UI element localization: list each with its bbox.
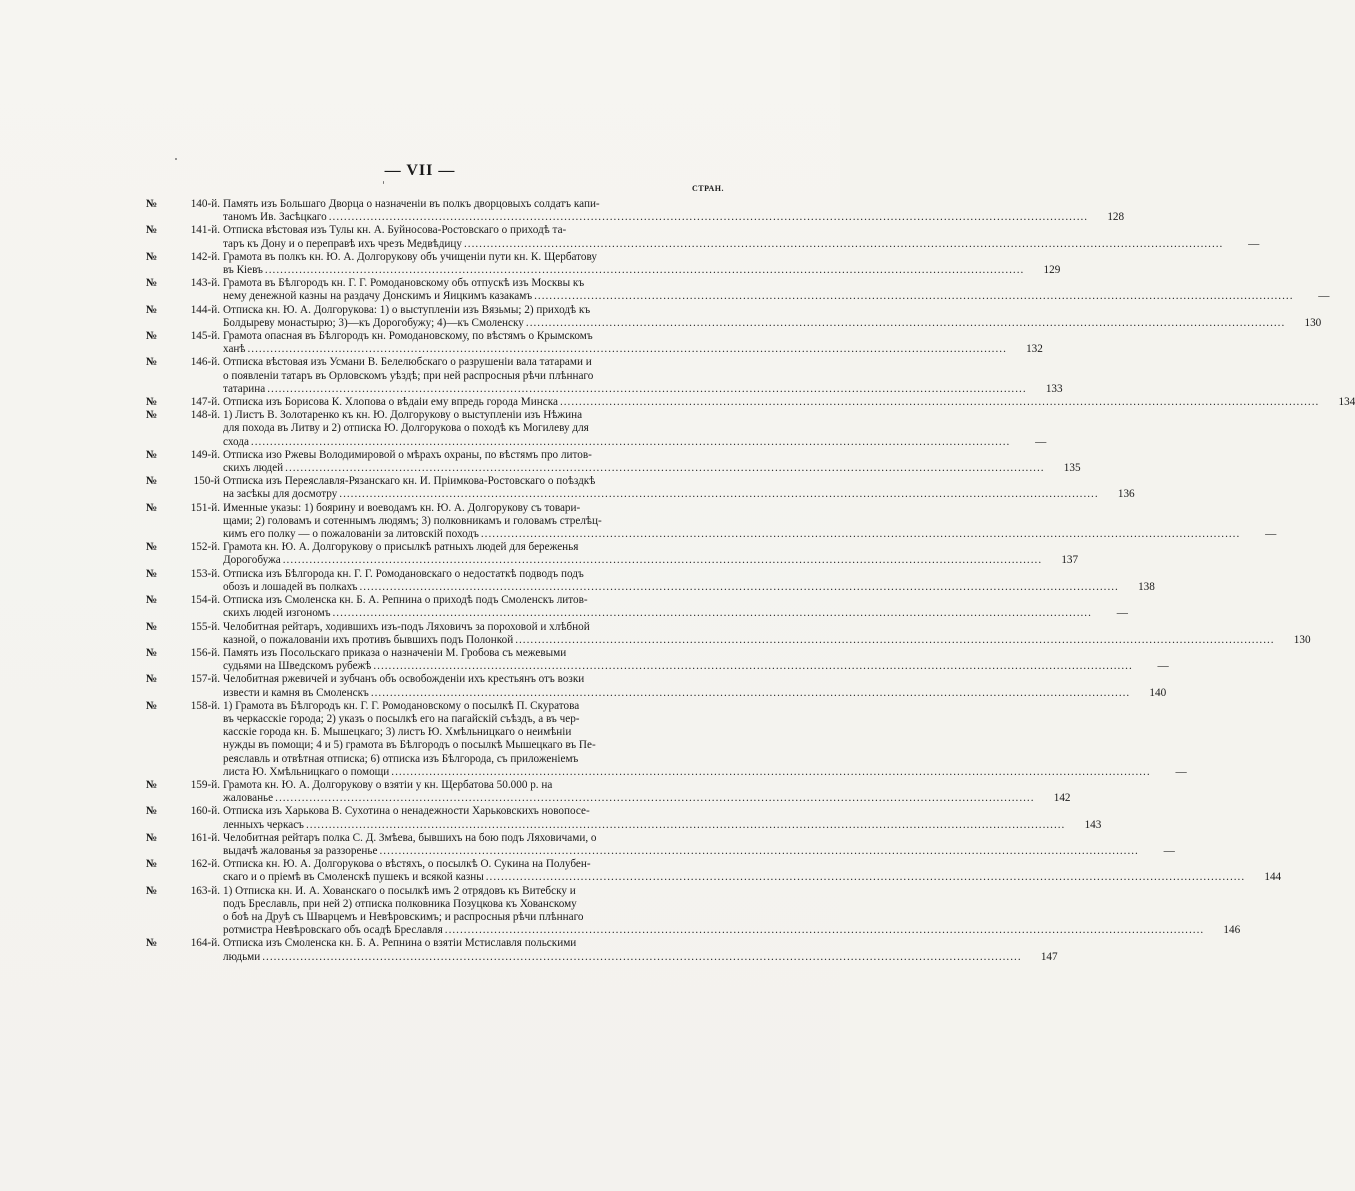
page-column-label: СТРАН. (692, 184, 724, 193)
entry-title-line: о появленіи татаръ въ Орловскомъ уѣздѣ; при ней распросныя рѣчи плѣннаго (223, 369, 594, 382)
leader-dots: ........................................................................................................................................................................................................ (559, 396, 1320, 409)
entry-number-sign: № (146, 805, 158, 818)
entry-number-sign: № (146, 646, 158, 659)
leader-dots: ........................................................................................................................................................................................................ (534, 290, 1294, 303)
entry-title-line: Отписка изо Ржевы Володимировой о мѣрахъ охраны, по вѣстямъ про литов- (223, 448, 592, 461)
entry-title (223, 700, 1153, 779)
entry-page-ref: 140 (1149, 686, 1167, 699)
entry-title-line: Челобитная рейтаръ, ходившихъ изъ-подъ Ляховичъ за пороховой и хлѣбной (223, 620, 590, 633)
entry-number-sign: № (146, 277, 158, 290)
entry-title (223, 647, 1135, 673)
toc-entry (146, 330, 1043, 356)
entry-number: 159-й. (190, 778, 220, 791)
entry-title-line: извести и камня въ Смоленскъ (223, 686, 369, 699)
entry-title-last-line (223, 211, 1090, 224)
entry-page-ref: 135 (1063, 462, 1081, 475)
entry-title-line: обозъ и лошадей въ полкахъ (223, 580, 358, 593)
entry-title (223, 356, 1029, 396)
toc-entry (146, 501, 1277, 542)
toc-entry (146, 396, 1355, 409)
entry-title-line: Челобитная рейтаръ полка С. Д. Змѣева, бывшихъ на бою подъ Ляховичами, о (223, 831, 597, 844)
entry-title (223, 251, 1026, 277)
toc-entry (146, 673, 1167, 699)
toc-entry (146, 303, 1322, 330)
leader-dots: ........................................................................................................................................................................................................ (332, 607, 1092, 620)
entry-number-sign: № (146, 303, 158, 316)
entry-number-sign: № (146, 409, 158, 422)
entry-title-line: судьями на Шведскомъ рубежѣ (223, 660, 372, 673)
entry-title-line: скихъ людей изгономъ (223, 607, 331, 620)
entry-title-line: Отписка изъ Смоленска кн. Б. А. Репнина о взятіи Мстиславля польскими (223, 937, 577, 950)
entry-title-last-line (223, 951, 1024, 964)
entry-title-last-line (223, 634, 1277, 647)
toc-entry (146, 541, 1079, 567)
entry-title-last-line (223, 554, 1044, 567)
leader-dots: ........................................................................................................................................................................................................ (305, 818, 1066, 831)
entry-title-last-line (223, 871, 1247, 884)
toc-entry (146, 594, 1128, 620)
entry-number-sign: № (146, 858, 158, 871)
entry-title-last-line (223, 607, 1094, 620)
entry-title (223, 858, 1247, 884)
entry-title (223, 330, 1009, 356)
entry-page-ref: 142 (1053, 792, 1071, 805)
entry-number: 153-й. (190, 567, 220, 580)
toc-entry (146, 409, 1047, 449)
entry-number: 164-й. (190, 937, 220, 950)
entry-title-line: Память изъ Посольскаго приказа о назначеніи М. Гробова съ межевыми (223, 646, 567, 659)
entry-title-line: Отписка кн. Ю. А. Долгорукова: 1) о выступленіи изъ Вязьмы; 2) приходѣ къ (223, 303, 591, 316)
entry-title-line: Грамота кн. Ю. А. Долгорукову о взятіи у кн. Щербатова 50.000 р. на (223, 778, 553, 791)
leader-dots: ........................................................................................................................................................................................................ (485, 871, 1246, 884)
entry-title-last-line (223, 924, 1206, 937)
entry-title-last-line (223, 383, 1029, 396)
table-of-contents (146, 198, 1355, 964)
entry-title (223, 409, 1012, 449)
entry-page-ref: — (1265, 528, 1277, 541)
entry-number-sign: № (146, 594, 158, 607)
entry-title-line: Отписка вѣстовая изъ Усмани В. Белелюбскаго о разрушеніи вала татарами и (223, 356, 592, 369)
entry-number-sign: № (146, 250, 158, 263)
entry-page-ref: 136 (1117, 488, 1135, 501)
entry-title-line: щами; 2) головамъ и сотеннымъ людямъ; 3) полковникамъ и головамъ стрелѣц- (223, 514, 602, 527)
entry-number-sign: № (146, 501, 158, 514)
entry-title (223, 277, 1295, 303)
entry-title-last-line (223, 581, 1121, 594)
entry-title-last-line (223, 238, 1225, 251)
entry-page-ref: 130 (1293, 633, 1311, 646)
leader-dots: ........................................................................................................................................................................................................ (250, 435, 1011, 448)
leader-dots: ........................................................................................................................................................................................................ (262, 950, 1022, 963)
entry-title-last-line (223, 488, 1101, 501)
entry-title-last-line (223, 436, 1012, 449)
entry-number: 154-й. (190, 594, 220, 607)
entry-title-line: Отписка изъ Борисова К. Хлопова о вѣдаіи ему впредь города Минска (223, 396, 558, 409)
entry-title-line: Грамота опасная въ Бѣлгородъ кн. Ромодановскому, по вѣстямъ о Крымскомъ (223, 330, 593, 343)
entry-number: 152-й. (190, 541, 220, 554)
entry-title-line: на засѣкы для досмотру (223, 488, 338, 501)
entry-title (223, 673, 1132, 699)
entry-number: 151-й. (190, 501, 220, 514)
entry-title-line: о боѣ на Друѣ съ Шварцемъ и Невѣровскимъ; и распросныя рѣчи плѣннаго (223, 910, 584, 923)
entry-number: 163-й. (190, 884, 220, 897)
entry-title-last-line (223, 528, 1242, 541)
entry-number-sign: № (146, 831, 158, 844)
entry-title-line: схода (223, 435, 249, 448)
entry-title-last-line (223, 792, 1037, 805)
entry-title (223, 449, 1047, 475)
entry-title-line: нужды въ помощи; 4 и 5) грамота въ Бѣлгородъ о посылкѣ Мышецкаго въ Пе- (223, 739, 596, 752)
toc-entry (146, 831, 1175, 858)
entry-title-line: Грамота въ полкъ кн. Ю. А. Долгорукову объ учищеніи пути кн. К. Щербатову (223, 250, 598, 263)
entry-title (223, 198, 1090, 224)
entry-number-sign: № (146, 567, 158, 580)
entry-title (223, 805, 1067, 831)
entry-page-ref: 147 (1040, 950, 1058, 963)
toc-entry (146, 567, 1155, 594)
entry-number: 156-й. (190, 646, 220, 659)
entry-title-line: подъ Бреславль, при ней 2) отписка полковника Позуцкова къ Хованскому (223, 897, 577, 910)
entry-title-line: кимъ его полку — о пожалованіи за литовскій походъ (223, 528, 479, 541)
entry-number: 144-й. (190, 303, 220, 316)
entry-number: 161-й. (190, 831, 220, 844)
toc-entry (146, 778, 1071, 805)
leader-dots: ........................................................................................................................................................................................................ (370, 686, 1131, 699)
leader-dots: ........................................................................................................................................................................................................ (267, 382, 1027, 395)
entry-number-sign: № (146, 448, 158, 461)
toc-entry (146, 198, 1125, 224)
entry-title-line: таръ къ Дону и о переправѣ ихъ чрезъ Медвѣдицу (223, 237, 462, 250)
entry-title-line: Отписка изъ Бѣлгорода кн. Г. Г. Ромодановскаго о недостаткѣ подводъ подъ (223, 567, 584, 580)
entry-number-sign: № (146, 224, 158, 237)
entry-title-line: ротмистра Невѣровскаго объ осадѣ Бреславля (223, 924, 443, 937)
toc-entry (146, 805, 1102, 831)
entry-page-ref: 146 (1223, 924, 1241, 937)
entry-page-ref: — (1248, 237, 1260, 250)
toc-entry (146, 646, 1169, 673)
entry-page-ref: 138 (1138, 580, 1155, 593)
entry-title-line: Отписка изъ Харькова В. Сухотина о ненадежности Харьковскихъ новопосе- (223, 805, 590, 818)
entry-title (223, 224, 1225, 250)
entry-number-sign: № (146, 198, 158, 210)
entry-title (223, 885, 1206, 938)
entry-title-line: листа Ю. Хмѣльницкаго о помощи (223, 765, 390, 778)
entry-title-line: въ Кіевъ (223, 264, 263, 277)
entry-number-sign: № (146, 884, 158, 897)
toc-entry (146, 475, 1135, 501)
leader-dots: ........................................................................................................................................................................................................ (264, 264, 1025, 277)
leader-dots: ........................................................................................................................................................................................................ (525, 316, 1286, 329)
entry-number: 146-й. (190, 356, 220, 369)
leader-dots: ........................................................................................................................................................................................................ (339, 488, 1099, 501)
entry-title-line: Челобитная ржевичей и зубчанъ объ освобожденіи ихъ крестьянъ отъ возки (223, 673, 585, 686)
speck (175, 158, 177, 160)
entry-number-sign: № (146, 620, 158, 633)
entry-title-last-line (223, 766, 1153, 779)
entry-title-line: таномъ Ив. Засѣцкаго (223, 211, 327, 224)
leader-dots: ........................................................................................................................................................................................................ (282, 554, 1043, 567)
entry-title-last-line (223, 819, 1067, 832)
page-number: — VII — (384, 162, 456, 179)
entry-title-line: Болдыреву монастырю; 3)—къ Дорогобужу; 4)—къ Смоленску (223, 316, 524, 329)
entry-title (223, 475, 1101, 501)
entry-number-sign: № (146, 778, 158, 791)
entry-page-ref: 144 (1264, 871, 1282, 884)
entry-title-last-line (223, 396, 1321, 409)
entry-title-line: жалованье (223, 792, 274, 805)
entry-page-ref: 130 (1304, 316, 1322, 329)
entry-number: 149-й. (190, 448, 220, 461)
entry-number: 160-й. (190, 805, 220, 818)
entry-title (223, 621, 1277, 647)
toc-entry (146, 699, 1187, 779)
entry-title-line: татарина (223, 382, 266, 395)
entry-title (223, 832, 1141, 858)
entry-number: 142-й. (190, 250, 220, 263)
entry-number: 147-й. (190, 396, 220, 409)
entry-title-line: Именные указы: 1) боярину и воеводамъ кн. Ю. А. Долгорукову съ товари- (223, 501, 581, 514)
entry-title (223, 568, 1121, 594)
entry-title-line: 1) Листъ В. Золотаренко къ кн. Ю. Долгорукову о выступленіи изъ Нѣжина (223, 409, 583, 422)
leader-dots: ........................................................................................................................................................................................................ (391, 765, 1151, 778)
entry-title-line: Отписка вѣстовая изъ Тулы кн. А. Буйносова-Ростовскаго о приходѣ та- (223, 224, 567, 237)
entry-title-line: людьми (223, 950, 261, 963)
entry-page-ref: — (1163, 844, 1175, 857)
leader-dots: ........................................................................................................................................................................................................ (463, 237, 1224, 250)
leader-dots: ........................................................................................................................................................................................................ (275, 792, 1035, 805)
entry-title-line: Отписка кн. Ю. А. Долгорукова о вѣстяхъ, о посылкѣ О. Сукина на Полубен- (223, 858, 591, 871)
entry-title-last-line (223, 687, 1132, 700)
entry-title-line: въ черкасскіе города; 2) указъ о посылкѣ его на пагайскій съѣздъ, а въ чер- (223, 712, 580, 725)
entry-title (223, 396, 1321, 409)
entry-title-last-line (223, 845, 1141, 858)
toc-entry (146, 250, 1061, 277)
entry-title-line: 1) Отписка кн. И. А. Хованскаго о посылкѣ имъ 2 отрядовъ къ Витебску и (223, 884, 576, 897)
entry-page-ref: 132 (1026, 343, 1043, 356)
entry-page-ref: 129 (1043, 264, 1061, 277)
leader-dots: ........................................................................................................................................................................................................ (285, 462, 1045, 475)
entry-title-line: Память изъ Большаго Дворца о назначеніи въ полкъ дворцовыхъ солдатъ капи- (223, 198, 600, 210)
leader-dots: ........................................................................................................................................................................................................ (515, 633, 1275, 646)
entry-page-ref: 134 (1338, 396, 1355, 409)
entry-title-line: касскіе города кн. Б. Мышецкаго; 3) листъ Ю. Хмѣльницкаго о неимѣніи (223, 726, 572, 739)
entry-title-line: скихъ людей (223, 462, 284, 475)
entry-title-line: для похода въ Литву и 2) отписка Ю. Долгорукова о походѣ къ Могилеву для (223, 422, 589, 435)
entry-page-ref: — (1157, 660, 1169, 673)
entry-title-last-line (223, 660, 1135, 673)
leader-dots: ........................................................................................................................................................................................................ (373, 660, 1133, 673)
entry-number-sign: № (146, 937, 158, 950)
toc-entry (146, 858, 1282, 884)
toc-entry (146, 356, 1063, 396)
entry-number-sign: № (146, 330, 158, 343)
entry-page-ref: 143 (1084, 818, 1102, 831)
entry-page-ref: 128 (1107, 211, 1125, 224)
speck (383, 181, 384, 184)
toc-entry (146, 224, 1260, 250)
toc-entry (146, 277, 1330, 303)
entry-number-sign: № (146, 475, 158, 488)
entry-title-last-line (223, 462, 1047, 475)
entry-title-last-line (223, 264, 1026, 277)
leader-dots: ........................................................................................................................................................................................................ (247, 343, 1007, 356)
entry-number: 140-й. (190, 198, 220, 210)
leader-dots: ........................................................................................................................................................................................................ (444, 924, 1205, 937)
toc-entry (146, 884, 1241, 938)
entry-title-line: реяславль и отвѣтная отписка; 6) отписка изъ Бѣлгорода, съ приложеніемъ (223, 752, 579, 765)
entry-page-ref: — (1318, 290, 1330, 303)
entry-number-sign: № (146, 673, 158, 686)
entry-title (223, 541, 1044, 567)
leader-dots: ........................................................................................................................................................................................................ (359, 580, 1119, 593)
entry-title (223, 502, 1242, 542)
entry-title-last-line (223, 290, 1295, 303)
entry-page-ref: — (1035, 435, 1047, 448)
entry-number: 158-й. (190, 699, 220, 712)
entry-title-last-line (223, 343, 1009, 356)
entry-page-ref: — (1175, 765, 1187, 778)
entry-title-line: 1) Грамота въ Бѣлгородъ кн. Г. Г. Ромодановскому о посылкѣ П. Скуратова (223, 699, 580, 712)
entry-page-ref: 137 (1061, 554, 1079, 567)
entry-number: 162-й. (190, 858, 220, 871)
entry-number-sign: № (146, 541, 158, 554)
entry-title-line: ленныхъ черкасъ (223, 818, 304, 831)
entry-title-line: Отписка изъ Смоленска кн. Б. А. Репнина о приходѣ подъ Смоленскъ литов- (223, 594, 588, 607)
entry-number-sign: № (146, 699, 158, 712)
entry-number: 155-й. (190, 620, 220, 633)
entry-title (223, 304, 1287, 330)
entry-title-line: Отписка изъ Переяславля-Рязанскаго кн. И. Пріимкова-Ростовскаго о поѣздкѣ (223, 475, 596, 488)
entry-title-line: ханѣ (223, 343, 246, 356)
entry-title (223, 779, 1037, 805)
toc-entry (146, 448, 1081, 475)
toc-entry (146, 620, 1311, 647)
entry-title-line: выдачѣ жалованья за раззоренье (223, 844, 378, 857)
entry-title-line: казной, о пожалованіи ихъ противъ бывшихъ подъ Полонкой (223, 633, 514, 646)
entry-title-last-line (223, 317, 1287, 330)
entry-number: 145-й. (190, 330, 220, 343)
entry-title (223, 937, 1024, 963)
leader-dots: ........................................................................................................................................................................................................ (379, 844, 1139, 857)
entry-title-line: Дорогобужа (223, 554, 281, 567)
leader-dots: ........................................................................................................................................................................................................ (328, 211, 1089, 224)
entry-title (223, 594, 1094, 620)
entry-page-ref: — (1116, 607, 1128, 620)
entry-number: 150-й (193, 475, 220, 488)
entry-title-line: скаго и о пріемѣ въ Смоленскѣ пушекъ и всякой казны (223, 871, 484, 884)
entry-number: 148-й. (190, 409, 220, 422)
entry-title-line: Грамота въ Бѣлгородъ кн. Г. Г. Ромодановскому объ отпускѣ изъ Москвы къ (223, 277, 585, 290)
entry-number: 141-й. (190, 224, 220, 237)
leader-dots: ........................................................................................................................................................................................................ (480, 528, 1241, 541)
entry-page-ref: 133 (1045, 382, 1063, 395)
entry-title-line: нему денежной казны на раздачу Донскимъ и Яицкимъ казакамъ (223, 290, 533, 303)
entry-number: 143-й. (190, 277, 220, 290)
entry-title-line: Грамота кн. Ю. А. Долгорукову о присылкѣ ратныхъ людей для береженья (223, 541, 579, 554)
entry-number: 157-й. (190, 673, 220, 686)
entry-number-sign: № (146, 396, 158, 409)
entry-number-sign: № (146, 356, 158, 369)
toc-entry (146, 937, 1058, 963)
